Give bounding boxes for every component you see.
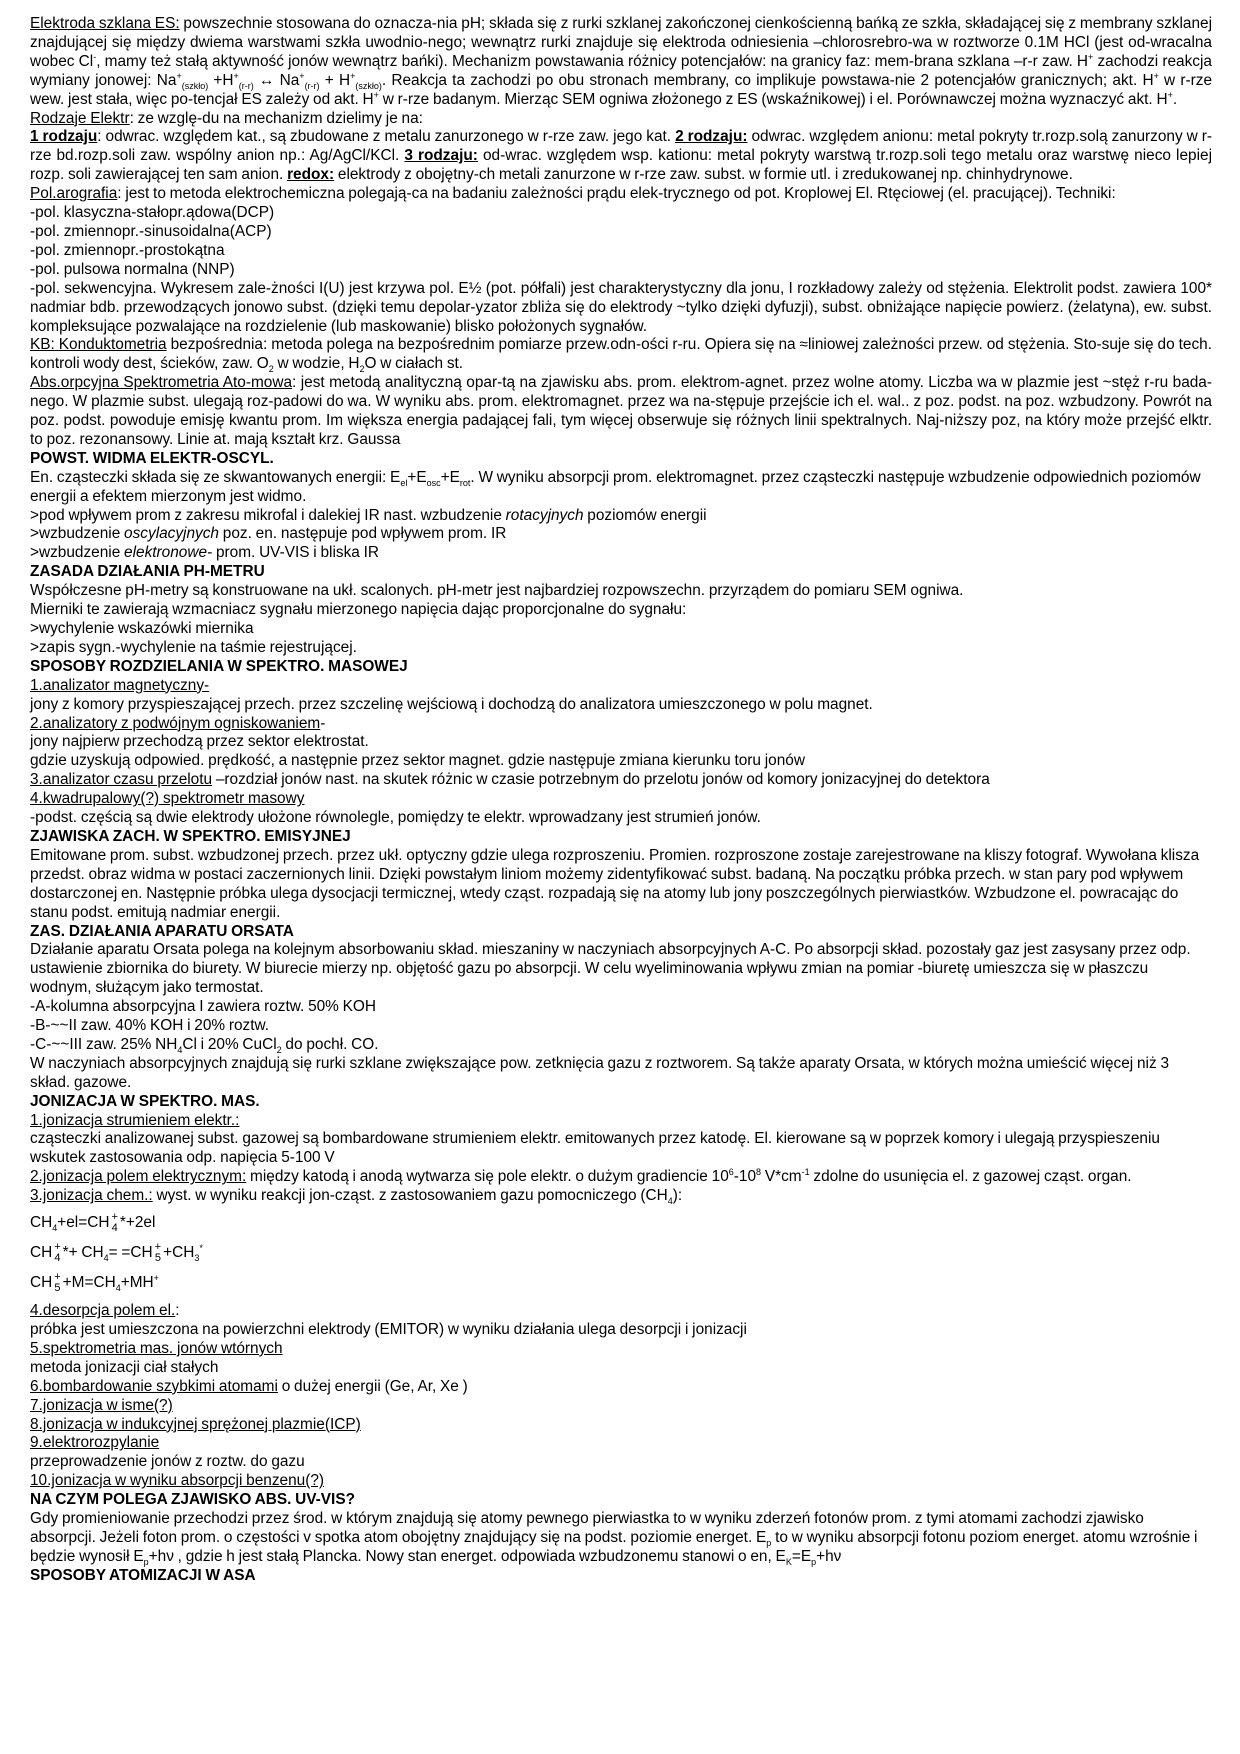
chem-equation: CH + 5 $+M=CH_4+MH^+$ — [30, 1271, 159, 1295]
section-heading-ionization: JONIZACJA W SPEKTRO. MAS. — [30, 1092, 260, 1110]
ionization-heading: 3.jonizacja chem.: wyst. w wyniku reakcji jon-cząst. z zastosowaniem gazu pomocniczego $(CH_4)$: — [30, 1187, 683, 1207]
analyzer-text: -podst. częścią są dwie elektrody ułożone równolegle, pomiędzy te elektr. wprowadzany jest strumień jonów. — [30, 809, 761, 827]
ph-meter-line: >wychylenie wskazówki miernika — [30, 620, 254, 637]
section-heading-atomization: SPOSOBY ATOMIZACJI W ASA — [30, 1566, 256, 1584]
ionization-heading: 4.desorpcja polem el.: — [30, 1302, 180, 1320]
analyzer-text: jony najpierw przechodzą przez sektor elektrostat. — [30, 733, 369, 751]
paragraph-conductometry: KB: Konduktometria bezpośrednia: metoda polega na bezpośrednim pomiarze przew.odn-ości r-ru. Opiera się na ≈liniowej zależności przew. od stężenia. Sto-suje się do tech. kontroli wody dest, ścieków, zaw. $O_2$ w wodzie, $H_2O$ w ciałach st. — [30, 336, 1212, 375]
ionization-heading: 9.elektrorozpylanie — [30, 1434, 160, 1452]
analyzer-heading: 3.analizator czasu przelotu –rozdział jonów nast. na skutek różnic w czasie potrzebnym do przelotu jonów od komory jonizacyjnej do detektora — [30, 771, 990, 789]
paragraph-emission: Emitowane prom. subst. wzbudzonej przech. przez ukł. optyczny gdzie ulega rozproszeniu. Promien. rozproszone zostaje zarejestrowane na kliszy fotograf. Wywołana klisza przedst. obraz widma w postaci zaczernionych linii. Dzięki powstałym liniom możemy zidentyfikować subst. badaną. Na początku próbka przech. w stan pary pod wpływem dostarczonej en. Następnie próbka ulega dysocjacji termicznej, wtedy cząst. rozpadają się na atomy lub jony poszczególnych pierwiastków. Wzbudzone el. powracając do stanu podst. emitują nadmiar energii. — [30, 846, 1200, 921]
paragraph-spectrum: En. cząsteczki składa się ze skwantowanych energii: $E_{el}+E_{osc}+E_{rot}$. W wyniku absorpcji prom. elektromagnet. przez cząsteczki następuje wzbudzenie odpowiednich poziomów energii a efektem mierzonym jest widmo. — [30, 468, 1201, 505]
spectrum-line: >pod wpływem prom z zakresu mikrofal i dalekiej IR nast. wzbudzenie rotacyjnych poziomów energii — [30, 506, 707, 524]
polarography-heading: Pol.arografia — [30, 185, 118, 203]
ionization-text: metoda jonizacji ciał stałych — [30, 1358, 219, 1376]
ionization-heading: 5.spektrometria mas. jonów wtórnych — [30, 1339, 283, 1357]
glass-electrode-heading: Elektroda szklana ES: — [30, 15, 180, 32]
section-heading-emission: ZJAWISKA ZACH. W SPEKTRO. EMISYJNEJ — [30, 827, 351, 845]
ionization-heading: 6.bombardowanie szybkimi atomami o dużej energii (Ge, Ar, Xe ) — [30, 1377, 468, 1395]
analyzer-heading: 4.kwadrupalowy(?) spektrometr masowy — [30, 790, 305, 808]
ionization-heading: 1.jonizacja strumieniem elektr.: — [30, 1111, 240, 1129]
orsat-line: -B-~~II zaw. 40% KOH i 20% roztw. — [30, 1017, 270, 1035]
polarography-sequential: -pol. sekwencyjna. Wykresem zale-żności I(U) jest krzywa pol. E½ (pot. półfali) jest charakterystyczny dla jonu, I rozkładowy zależy od stężenia. Elektrolit podst. zawiera 100* nadmiar bdb. przewodzących jonowo subst. (dzięki temu depolar-yzator zbliża się do elektrody ~tylko dzięki dyfuzji), subst. obniżające napięcie powierz. (żelatyna), ew. subst. kompleksujące pozwalające na rozdzielenie (lub maskowanie) blisko położonych sygnałów. — [30, 279, 1212, 335]
section-heading-spectrum: POWST. WIDMA ELEKTR-OSCYL. — [30, 449, 274, 467]
paragraph-aas: Abs.orpcyjna Spektrometria Ato-mowa: jest metodą analityczną opar-tą na zjawisku abs. prom. elektrom-agnet. przez wolne atomy. Liczba wa w plazmie jest ~stęż r-ru bada-nego. W plazmie subst. ulegają roz-padowi do wa. W wyniku abs. prom. elektromagnet. przez wa na-stępuje przejście ich el. wal.. z poz. podst. na poz. wzbudzony. Powrót na poz. podst. powoduje emisję kwantu prom. Im większa energia padającej fali, tym więcej obserwuje się różnych linii spektralnych. Naj-niższy poz, na który może przejść elktr. to poz. rezonansowy. Linie at. mają kształt krz. Gaussa — [30, 374, 1212, 448]
paragraph-polarography: Pol.arografia: jest to metoda elektrochemiczna polegają-ca na badaniu zależności prądu elek-trycznego od pot. Kroplowej El. Rtęciowej (el. pracującej). Techniki: — [30, 185, 1116, 203]
ionization-heading: 7.jonizacja w isme(?) — [30, 1396, 173, 1414]
polarography-technique: -pol. zmiennopr.-sinusoidalna(ACP) — [30, 222, 272, 240]
redox-label: redox: — [287, 166, 335, 184]
paragraph-orsat: Działanie aparatu Orsata polega na kolejnym absorbowaniu skład. mieszaniny w naczyniach absorpcyjnych A-C. Po absorpcji skład. pozostały gaz jest zasysany przez odp. ustawienie zbiornika do biurety. W biurecie mierzy np. objętość gazu po absorpcji. W celu wyeliminowania wpływu zmian na pomiar -biuretę umieszcza się w płaszczu wodnym, służącym jako termostat. — [30, 941, 1191, 997]
orsat-line: W naczyniach absorpcyjnych znajdują się rurki szklane zwiększające pow. zetknięcia gazu z roztworem. Są także aparaty Orsata, w których można umieścić więcej niż 3 skład. gazowe. — [30, 1054, 1170, 1091]
paragraph-glass-electrode: Elektroda szklana ES: powszechnie stosowana do oznacza-nia pH; składa się z rurki szklanej zakończonej cienkościenną bańką ze szkła, składającej się z membrany szklanej znajdującej się między dwiema warstwami szkła uwodnio-nego; wewnątrz rurki znajduje się elektroda odniesienia –chlorosrebro-wa w roztworze 0.1M HCl (jest od-wracalna wobec Cl-, mamy też stałą aktywność jonów wewnątrz bańki). Mechanizm powstawania różnicy potencjałów: na granicy faz: mem-brana szklana –r-r zaw. H+ zachodzi reakcja wymiany jonowej: $Na^+_{(szkło)} +H^+_{(r-r)}$ ↔ $Na^+_{(r-r)} + H^+_{(szkło)}$. Reakcja ta zachodzi po obu stronach membrany, co implikuje powstawa-nie 2 potencjałów granicznych; akt. H+ w r-rze wew. jest stała, więc po-tencjał ES zależy od akt. H+ w r-rze badanym. Mierząc SEM ogniwa złożonego z ES (wskaźnikowej) i el. Porównawczej można wyznaczyć akt. H+. — [30, 15, 1212, 108]
section-heading-orsat: ZAS. DZIAŁANIA APARATU ORSATA — [30, 922, 294, 940]
ph-meter-line: Współczesne pH-metry są konstruowane na ukł. scalonych. pH-metr jest najbardziej rozpowszechn. przyrządem do pomiaru SEM ogniwa. — [30, 582, 964, 600]
chem-equation: CH + 4 *+ $CH_4= =CH$ + 5 $+CH_3^*$ — [30, 1241, 203, 1265]
polarography-technique: -pol. klasyczna-stałopr.ądowa(DCP) — [30, 204, 275, 222]
third-kind-label: 3 rodzaju: — [404, 147, 478, 165]
second-kind-label: 2 rodzaju: — [675, 128, 748, 146]
analyzer-heading: 1.analizator magnetyczny- — [30, 676, 210, 694]
ph-meter-line: >zapis sygn.-wychylenie na taśmie rejestrującej. — [30, 638, 357, 656]
section-heading-uv-vis: NA CZYM POLEGA ZJAWISKO ABS. UV-VIS? — [30, 1491, 355, 1509]
electrode-types-heading: Rodzaje Elektr — [30, 109, 130, 127]
aas-heading: Abs.orpcyjna Spektrometria Ato-mowa — [30, 374, 293, 392]
orsat-line: -C-~~III zaw. 25% $NH_4Cl$ i 20% CuCl$_2$ do pochł. CO. — [30, 1035, 379, 1056]
first-kind-label: 1 rodzaju — [30, 128, 98, 146]
section-heading-mass-separation: SPOSOBY ROZDZIELANIA W SPEKTRO. MASOWEJ — [30, 657, 408, 675]
section-heading-ph-meter: ZASADA DZIAŁANIA PH-METRU — [30, 563, 265, 581]
ionization-heading: 8.jonizacja w indukcyjnej sprężonej plazmie(ICP) — [30, 1415, 361, 1433]
paragraph-electrode-types: Rodzaje Elektr: ze wzglę-du na mechanizm dzielimy je na: — [30, 109, 423, 127]
ionization-heading: 2.jonizacja polem elektrycznym: między katodą i anodą wytwarza się pole elektr. o dużym gradiencie $10^6-10^8$ $V*cm^{-1}$ zdolne do usunięcia el. z gazowej cząst. organ. — [30, 1167, 1132, 1186]
paragraph-electrode-kinds: 1 rodzaju: odwrac. względem kat., są zbudowane z metalu zanurzonego w r-rze zaw. jego kat. 2 rodzaju: odwrac. względem anionu: metal pokryty tr.rozp.solą zanurzony w r-rze bd.rozp.soli zaw. wspólny anion np.: Ag/AgCl/KCl. 3 rodzaju: od-wrac. względem wsp. kationu: metal pokryty warstwą tr.rozp.soli tego metalu oraz warstwę nieco lepiej rozp. soli zawierającej ten sam anion. redox: elektrody z obojętny-ch metali zanurzone w r-rze zaw. subst. w formie utl. i zredukowanej np. chinhydrynowe. — [30, 128, 1212, 184]
spectrum-line: >wzbudzenie elektronowe- prom. UV-VIS i bliska IR — [30, 544, 380, 562]
ph-meter-line: Mierniki te zawierają wzmacniacz sygnału mierzonego napięcia dając proporcjonalne do sygnału: — [30, 601, 687, 619]
ionization-text: przeprowadzenie jonów z roztw. do gazu — [30, 1453, 305, 1471]
conductometry-heading: KB: Konduktometria — [30, 336, 167, 354]
ionization-heading: 10.jonizacja w wyniku absorpcji benzenu(?) — [30, 1472, 324, 1490]
chem-equation: $CH_4+el=CH$ + 4 *+2el — [30, 1211, 156, 1235]
paragraph-uv-vis: Gdy promieniowanie przechodzi przez środ. w którym znajdują się atomy pewnego pierwiastka to w wyniku zderzeń fotonów prom. z tymi atomami zachodzi zjawisko absorpcji. Jeżeli foton prom. o częstości v spotka atom obojętny znajdujący się na podst. poziomie energet. $E_p$ to w wyniku absorpcji fotonu poziom energet. atomu wzrośnie i będzie wynosił $E_p+h\nu$ , gdzie h jest stałą Plancka. Nowy stan energet. odpowiada wzbudzonemu stanowi o en, $E_K=E_p+h\nu$ — [30, 1510, 1198, 1567]
polarography-technique: -pol. zmiennopr.-prostokątna — [30, 241, 225, 259]
analyzer-text: gdzie uzyskują odpowied. prędkość, a następnie przez sektor magnet. gdzie następuje zmiana kierunku toru jonów — [30, 752, 805, 770]
document-page — [30, 15, 1212, 1586]
spectrum-line: >wzbudzenie oscylacyjnych poz. en. następuje pod wpływem prom. IR — [30, 525, 507, 543]
ionization-text: próbka jest umieszczona na powierzchni elektrody (EMITOR) w wyniku działania ulega desorpcji i jonizacji — [30, 1321, 747, 1338]
polarography-technique: -pol. pulsowa normalna (NNP) — [30, 260, 235, 278]
analyzer-heading: 2.analizatory z podwójnym ogniskowaniem- — [30, 714, 326, 732]
orsat-line: -A-kolumna absorpcyjna I zawiera roztw. 50% KOH — [30, 998, 376, 1016]
ionization-text: cząsteczki analizowanej subst. gazowej są bombardowane strumieniem elektr. emitowanych przez katodę. El. kierowane są w poprzek komory i ulegają przyspieszeniu wskutek zastosowania odp. napięcia 5-100 V — [30, 1130, 1160, 1167]
analyzer-text: jony z komory przyspieszającej przech. przez szczelinę wejściową i dochodzą do analizatora umieszczonego w polu magnet. — [30, 695, 873, 713]
